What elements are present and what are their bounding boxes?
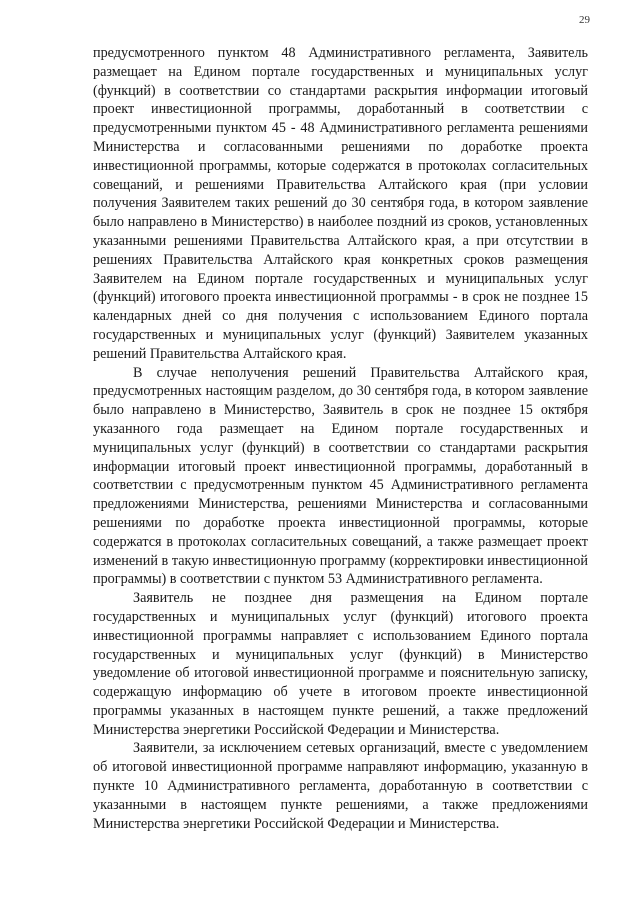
document-body (93, 44, 588, 833)
paragraph-1: предусмотренного пунктом 48 Административного регламента, Заявитель размещает на Едином портале государственных и муниципальных услуг (функций) в соответствии со стандартами раскрытия информации итоговый проект инвестиционной программы, доработанный в соответствии с предусмотренными пунктом 45 - 48 Административного регламента решениями Министерства и согласованными решениями по доработке проекта инвестиционной программы, которые содержатся в протоколах согласительных совещаний, и решениями Правительства Алтайского края (при условии получения Заявителем таких решений до 30 сентября года, в котором заявление было направлено в Министерство) в наиболее поздний из сроков, установленных указанными решениями Правительства Алтайского края, а при отсутствии в решениях Правительства Алтайского края конкретных сроков размещения Заявителем на Едином портале государственных и муниципальных услуг (функций) итогового проекта инвестиционной программы - в срок не позднее 15 календарных дней со дня получения с использованием Единого портала государственных и муниципальных услуг (функций) Заявителем указанных решений Правительства Алтайского края. (93, 45, 588, 362)
paragraph-2: В случае неполучения решений Правительства Алтайского края, предусмотренных настоящим разделом, до 30 сентября года, в котором заявление было направлено в Министерство, Заявитель в срок не позднее 15 октября указанного года размещает на Едином портале государственных и муниципальных услуг (функций) в соответствии со стандартами раскрытия информации итоговый проект инвестиционной программы, доработанный в соответствии с предусмотренным пунктом 45 Административного регламента предложениями Министерства, решениями Министерства и согласованными решениями по доработке проекта инвестиционной программы, которые содержатся в протоколах согласительных совещаний, а также размещает проект изменений в такую инвестиционную программу (корректировки инвестиционной программы) в соответствии с пунктом 53 Административного регламента. (93, 364, 588, 588)
paragraph-3: Заявитель не позднее дня размещения на Едином портале государственных и муниципальных услуг (функций) итогового проекта инвестиционной программы направляет с использованием Единого портала государственных и муниципальных услуг (функций) в Министерство уведомление об итоговой инвестиционной программе и пояснительную записку, содержащую информацию об учете в итоговом проекте инвестиционной программы указанных в настоящем пункте решений, а также предложений Министерства энергетики Российской Федерации и Министерства. (93, 590, 588, 738)
paragraph-4: Заявители, за исключением сетевых организаций, вместе с уведомлением об итоговой инвестиционной программе направляют информацию, указанную в пункте 10 Административного регламента, доработанную в соответствии с указанными в настоящем пункте решениями, а также предложениями Министерства энергетики Российской Федерации и Министерства. (93, 740, 588, 832)
page-number: 29 (579, 14, 590, 26)
